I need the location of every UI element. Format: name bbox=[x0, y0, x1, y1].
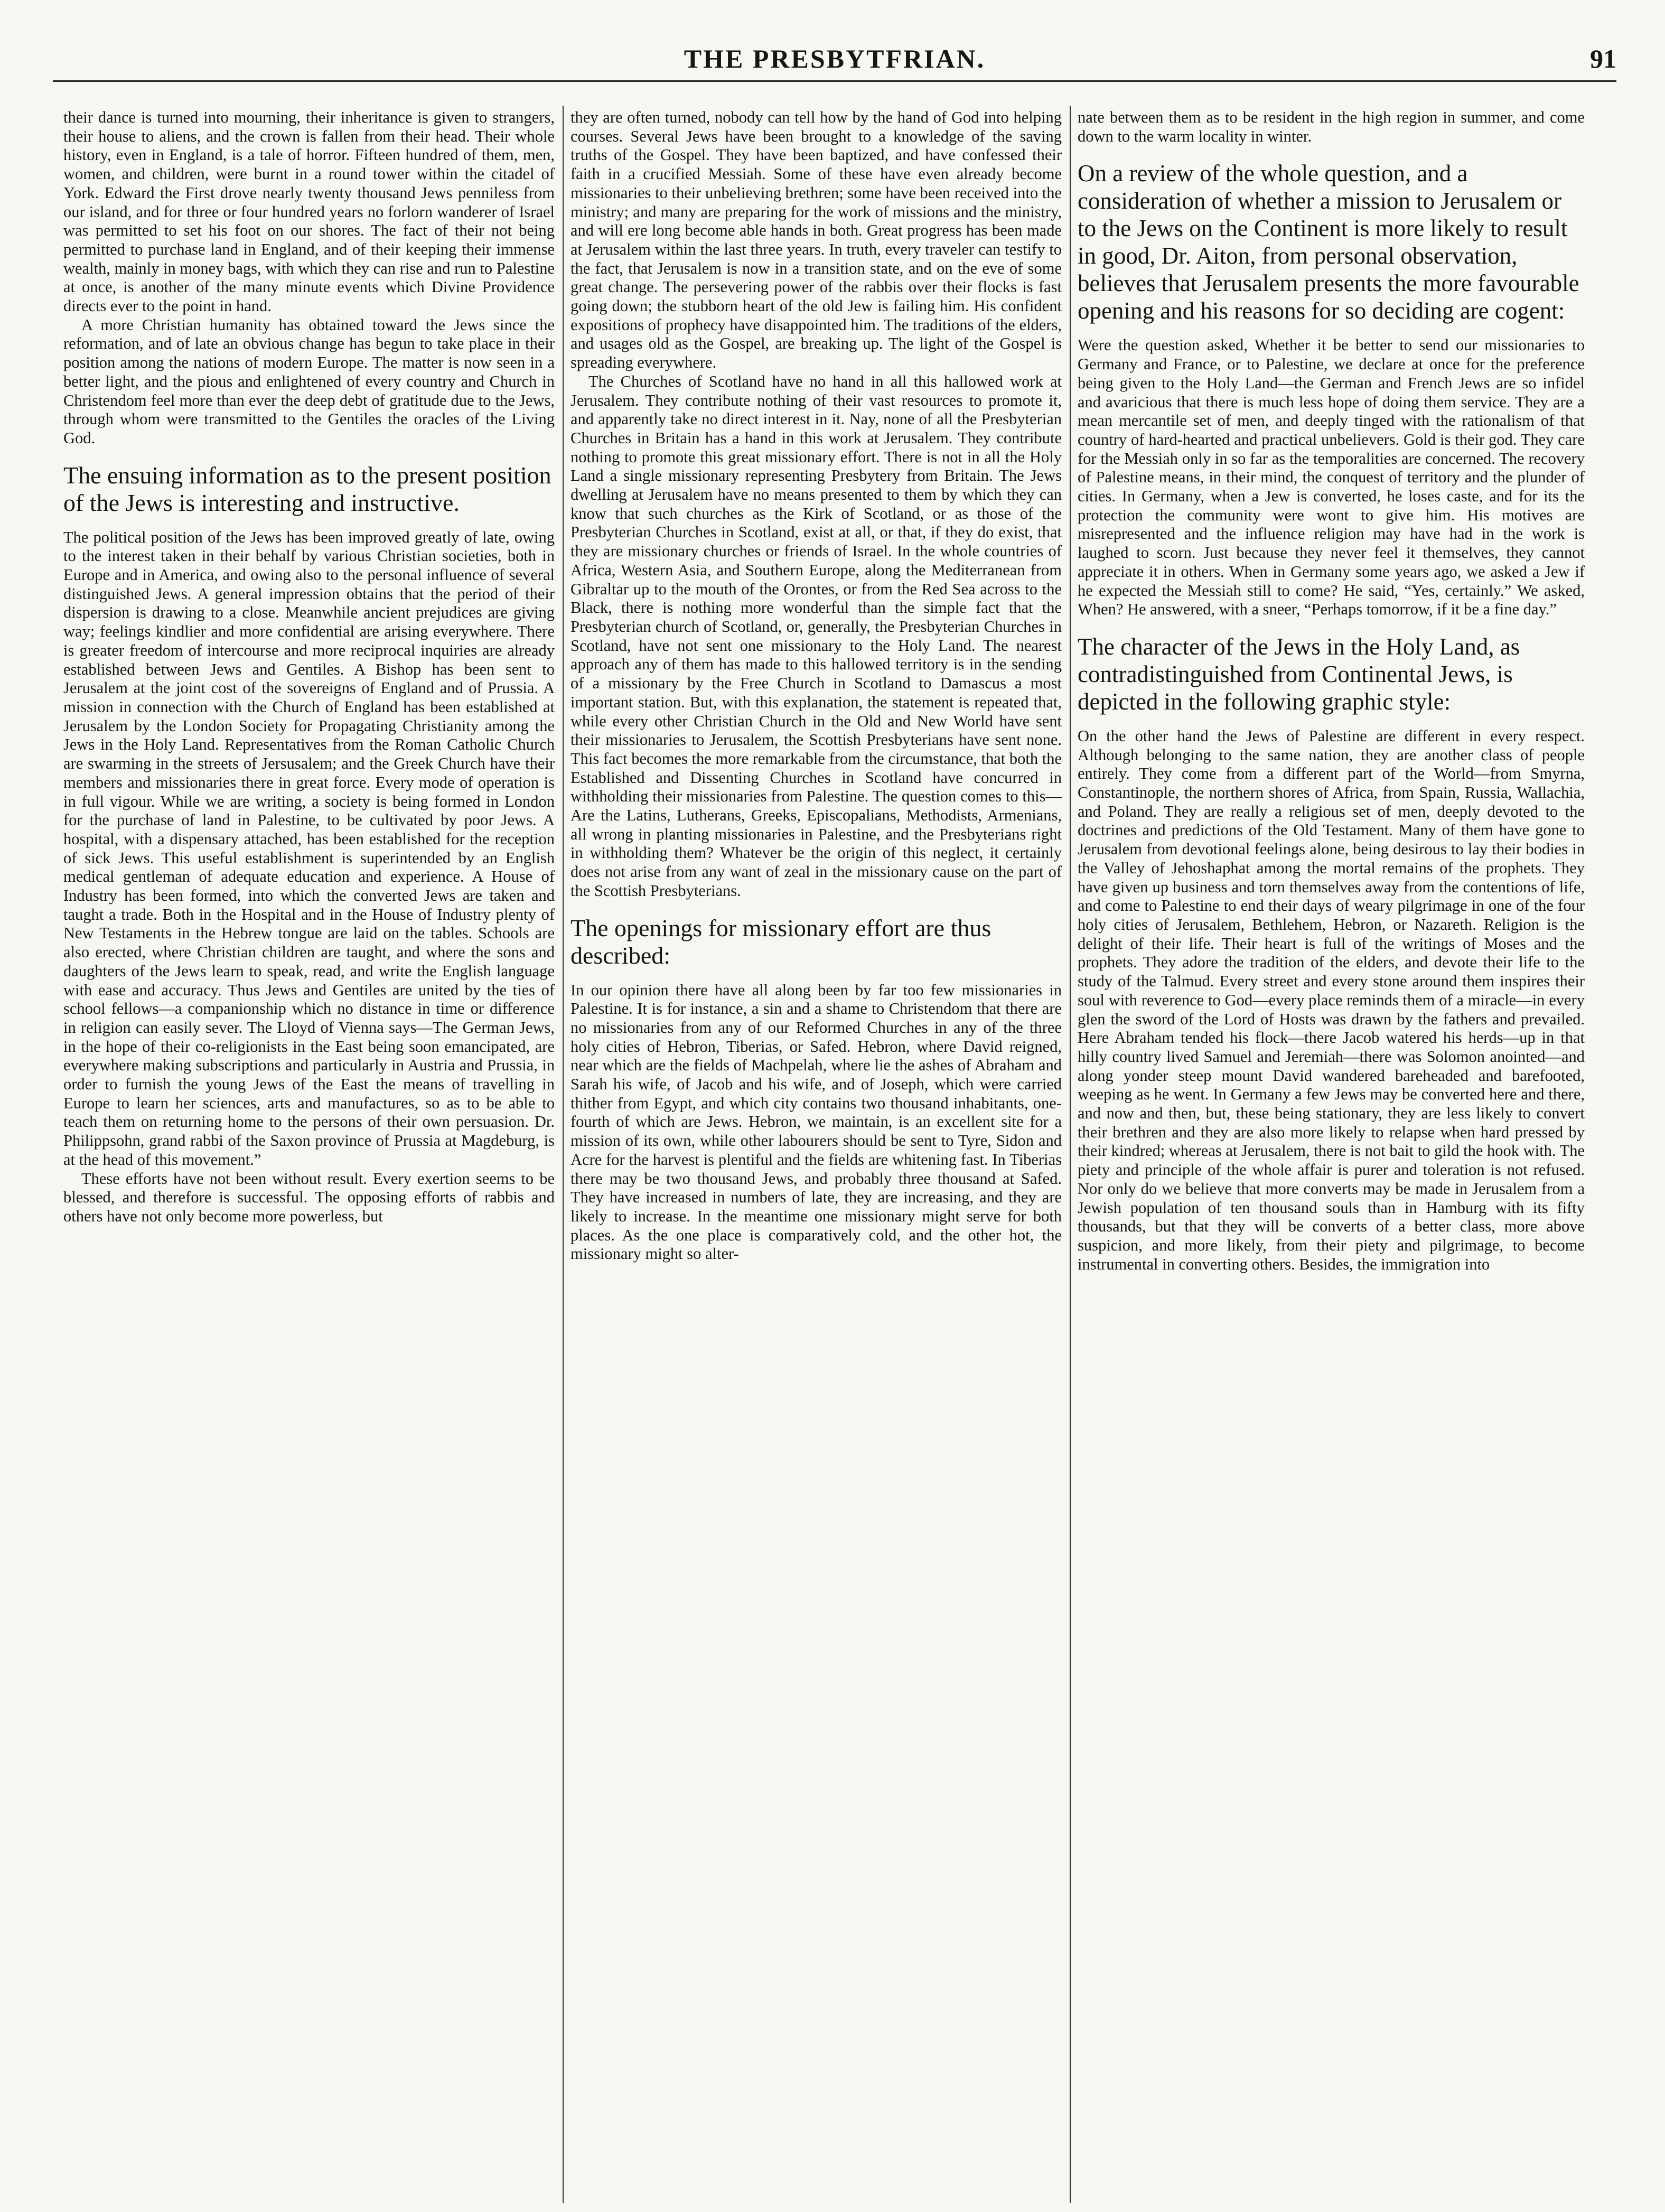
article-paragraph: These efforts have not been without result. Every exertion seems to be blessed, and therefore is successful. The opposing efforts of rabbis and others have not only become more powerless, but bbox=[63, 1169, 555, 1225]
article-paragraph: The political position of the Jews has been improved greatly of late, owing to the interest taken in their behalf by various Christian societies, both in Europe and in America, and owing also to the personal influence of several distinguished Jews. A general impression obtains that the period of their dispersion is drawing to a close. Meanwhile ancient prejudices are giving way; feelings kindlier and more confidential are arising everywhere. There is greater freedom of intercourse and more reciprocal inquiries are already established between Jews and Gentiles. A Bishop has been sent to Jerusalem at the joint cost of the sovereigns of England and of Prussia. A mission in connection with the Church of England has been established at Jerusalem by the London Society for Propagating Christianity among the Jews in the Holy Land. Representatives from the Roman Catholic Church are swarming in the streets of Jersusalem; and the Greek Church have their members and missionaries there in great force. Every mode of operation is in full vigour. While we are writing, a society is being formed in London for the purchase of land in Palestine, to be cultivated by poor Jews. A hospital, with a dispensary attached, has been established for the reception of sick Jews. This useful establishment is superintended by an English medical gentleman of adequate education and experience. A House of Industry has been formed, into which the converted Jews are taken and taught a trade. Both in the Hospital and in the House of Industry plenty of New Testaments in the Hebrew tongue are laid on the tables. Schools are also erected, where Christian children are taught, and where the sons and daughters of the Jews learn to speak, read, and write the English language with ease and accuracy. Thus Jews and Gentiles are united by the ties of school fellows—a companionship which no distance in time or difference in religion can easily sever. The Lloyd of Vienna says—The German Jews, in the hope of their co-religionists in the East being soon emancipated, are everywhere making subscriptions and particularly in Austria and Prussia, in order to furnish the young Jews of the East the means of travelling in Europe to learn her sciences, arts and manufactures, so as to be able to teach them on returning home to the persons of their own persuasion. Dr. Philippsohn, grand rabbi of the Saxon province of Prussia at Magdeburg, is at the head of this movement.” bbox=[63, 528, 555, 1169]
article-paragraph: they are often turned, nobody can tell how by the hand of God into helping courses. Several Jews have been brought to a knowledge of the saving truths of the Gospel. They have been baptized, and have confessed their faith in a crucified Messiah. Some of these have even already become missionaries to their unbelieving brethren; some have been received into the ministry; and many are preparing for the work of missions and the ministry, and will ere long become able hands in both. Great progress has been made at Jerusalem within the last three years. In truth, every traveler can testify to the fact, that Jerusalem is now in a transition state, and on the eve of some great change. The persevering power of the rabbis over their flocks is fast going down; the stubborn heart of the old Jew is failing him. His confident expositions of prophecy have disappointed him. The traditions of the elders, and usages old as the Gospel, are breaking up. The light of the Gospel is spreading everywhere. bbox=[570, 108, 1062, 372]
header-rule bbox=[53, 80, 1616, 82]
section-heading: The openings for missionary effort are thus described: bbox=[570, 914, 991, 969]
section-heading: The ensuing information as to the present position of the Jews is interesting and instructive. bbox=[63, 461, 551, 516]
page-number: 91 bbox=[1590, 44, 1616, 73]
article-paragraph: The Churches of Scotland have no hand in all this hallowed work at Jerusalem. They contribute nothing of their vast resources to promote it, and apparently take no direct interest in it. Nay, none of all the Presbyterian Churches in Britain has a hand in this work at Jerusalem. They contribute nothing to promote this great missionary effort. There is not in all the Holy Land a single missionary representing Presbytery from Britain. The Jews dwelling at Jerusalem have no means presented to them by which they can know that such churches as the Kirk of Scotland, or as those of the Presbyterian Churches in Scotland, exist at all, or that, if they do exist, that they are missionary churches or friends of Israel. In the whole countries of Africa, Western Asia, and Southern Europe, along the Mediterranean from Gibraltar up to the mouth of the Orontes, or from the Red Sea across to the Black, there is nothing more wonderful than the simple fact that the Presbyterian church of Scotland, or, generally, the Presbyterian Churches in Scotland, have not sent one missionary to the Holy Land. The nearest approach any of them has made to this hallowed territory is in the sending of a missionary by the Free Church in Scotland to Damascus a most important station. But, with this explanation, the statement is repeated that, while every other Christian Church in the Old and New World have sent their missionaries to Jerusalem, the Scottish Presbyterians have sent none. This fact becomes the more remarkable from the circumstance, that both the Established and Dissenting Churches in Scotland have concurred in withholding their missionaries from Palestine. The question comes to this—Are the Latins, Lutherans, Greeks, Episcopalians, Methodists, Armenians, all wrong in planting missionaries in Palestine, and the Presbyterians right in withholding them? Whatever be the origin of this neglect, it certainly does not arise from any want of zeal in the missionary cause on the part of the Scottish Presbyterians. bbox=[570, 372, 1062, 900]
article-paragraph: In our opinion there have all along been by far too few missionaries in Palestine. It is for instance, a sin and a shame to Christendom that there are no missionaries from any of our Reformed Churches in any of the three holy cities of Hebron, Tiberias, or Safed. Hebron, where David reigned, near which are the fields of Machpelah, where lie the ashes of Abraham and Sarah his wife, of Jacob and his wife, and of Joseph, which were carried thither from Egypt, and which city contains two thousand inhabitants, one-fourth of which are Jews. Hebron, we maintain, is an excellent site for a mission of its own, while other labourers should be sent to Tyre, Sidon and Acre for the harvest is plentiful and the fields are whitening fast. In Tiberias there may be two thousand Jews, and probably three thousand at Safed. They have increased in numbers of late, they are increasing, and they are likely to increase. In the meantime one missionary might serve for both places. As the one place is comparatively cold, and the other hot, the missionary might so alter- bbox=[570, 981, 1062, 1263]
section-heading: The character of the Jews in the Holy Land, as contradistinguished from Continental Jews, is depicted in the following graphic style: bbox=[1078, 633, 1520, 715]
column-1 bbox=[63, 108, 555, 2200]
column-divider-1 bbox=[563, 106, 564, 2203]
article-paragraph: On the other hand the Jews of Palestine are different in every respect. Although belonging to the same nation, they are another class of people entirely. They come from a different part of the World—from Smyrna, Constantinople, the northern shores of Africa, from Spain, Russia, Wallachia, and Poland. They are really a religious set of men, deeply devoted to the doctrines and predictions of the Old Testament. Many of them have gone to Jerusalem from devotional feelings alone, being desirous to lay their bodies in the Valley of Jehoshaphat among the mortal remains of the prophets. They have given up business and torn themselves away from the contentions of life, and come to Palestine to end their days of weary pilgrimage in one of the four holy cities of Jerusalem, Bethlehem, Hebron, or Nazareth. Religion is the delight of their life. Their heart is full of the writings of Moses and the prophets. They adore the tradition of the elders, and devote their life to the study of the Talmud. Every street and every stone around them inspires their soul with reverence to God—every place reminds them of a miracle—in every glen the sword of the Lord of Hosts was drawn by the fathers and prevailed. Here Abraham tended his flock—there Jacob watered his herds—up in that hilly country lived Samuel and Jeremiah—there was Solomon anointed—and along yonder steep mount David wandered bareheaded and barefooted, weeping as he went. In Germany a few Jews may be converted here and there, and now and then, but, these being stationary, they are less likely to convert their brethren and they are also more likely to relapse when hard pressed by their kindred; whereas at Jerusalem, there is not bait to gild the hook with. The piety and principle of the whole affair is purer and toleration is not refused. Nor only do we believe that more converts may be made in Jerusalem from a Jewish population of ten thousand souls than in Hamburg with its fifty thousands, but that they will be converts of a better class, more above suspicion, and more likely, from their piety and pilgrimage, to become instrumental in converting others. Besides, the immigration into bbox=[1078, 726, 1585, 1273]
periodical-title: THE PRESBYTFRIAN. bbox=[684, 44, 986, 73]
article-paragraph: nate between them as to be resident in the high region in summer, and come down to the warm locality in winter. bbox=[1078, 108, 1585, 145]
column-divider-2 bbox=[1070, 106, 1071, 2203]
column-2 bbox=[570, 108, 1062, 2200]
page-header bbox=[53, 43, 1616, 86]
column-3 bbox=[1078, 108, 1585, 2200]
article-paragraph: A more Christian humanity has obtained toward the Jews since the reformation, and of late an obvious change has begun to take place in their position among the nations of modern Europe. The matter is now seen in a better light, and the pious and enlightened of every country and Church in Christendom feel more than ever the deep debt of gratitude due to the Jews, through whom were transmitted to the Gentiles the oracles of the Living God. bbox=[63, 315, 555, 447]
section-heading: On a review of the whole question, and a consideration of whether a mission to Jerusalem or to the Jews on the Continent is more likely to result in good, Dr. Aiton, from personal observation, believes that Jerusalem presents the more favourable opening and his reasons for so deciding are cogent: bbox=[1078, 160, 1579, 324]
article-paragraph: Were the question asked, Whether it be better to send our missionaries to Germany and France, or to Palestine, we declare at once for the preference being given to the Holy Land—the German and French Jews are so infidel and avaricious that there is much less hope of doing them service. They are a mean mercantile set of men, and deeply tinged with the rationalism of that country of hard-hearted and practical unbelievers. Gold is their god. They care for the Messiah only in so far as the temporalities are concerned. The recovery of Palestine means, in their mind, the conquest of territory and the plunder of cities. In Germany, when a Jew is converted, he loses caste, and for its the protection the community were wont to give him. His motives are misrepresented and the influence religion may have had in the work is laughed to scorn. Just because they never feel it themselves, they cannot appreciate it in others. When in Germany some years ago, we asked a Jew if he expected the Messiah still to come? He said, “Yes, certainly.” We asked, When? He answered, with a sneer, “Perhaps tomorrow, if it be a fine day.” bbox=[1078, 336, 1585, 619]
article-paragraph: their dance is turned into mourning, their inheritance is given to strangers, their house to aliens, and the crown is fallen from their head. Their whole history, even in England, is a tale of horror. Fifteen hundred of them, men, women, and children, were burnt in a round tower within the citadel of York. Edward the First drove nearly twenty thousand Jews penniless from our island, and for three or four hundred years no forlorn wanderer of Israel was permitted to set his foot on our shores. The fact of their not being permitted to purchase land in England, and of their keeping their immense wealth, mainly in money bags, with which they can rise and run to Palestine at once, is another of the many minute events which Divine Providence directs ever to the point in hand. bbox=[63, 108, 555, 315]
